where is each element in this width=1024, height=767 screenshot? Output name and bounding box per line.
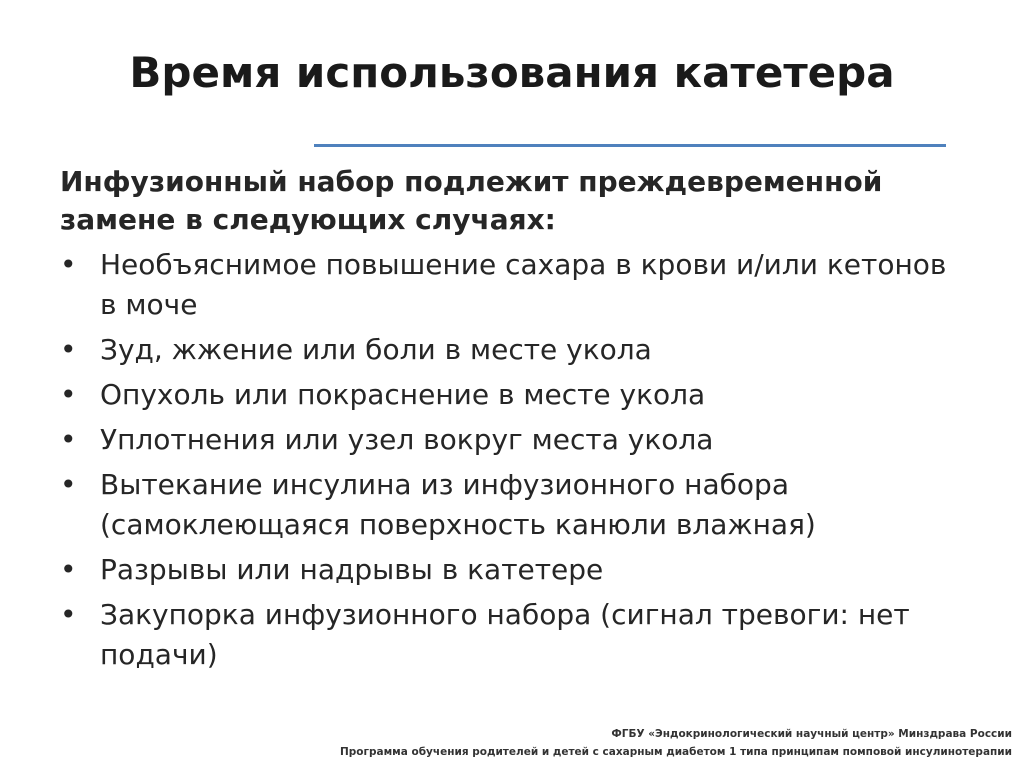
list-item: [60, 375, 960, 415]
list-item-text: Разрывы или надрывы в катетере: [100, 553, 604, 586]
bullet-list: [60, 245, 960, 675]
title-underline: [314, 144, 946, 147]
list-item: [60, 420, 960, 460]
list-item: [60, 595, 960, 675]
list-item-text: Зуд, жжение или боли в месте укола: [100, 333, 652, 366]
list-item: [60, 465, 960, 545]
list-item-text: Закупорка инфузионного набора (сигнал тревоги: нет подачи): [100, 598, 910, 671]
list-item: [60, 245, 960, 325]
slide-content: [60, 163, 960, 680]
bullet-icon: •: [60, 468, 77, 501]
bullet-icon: •: [60, 598, 77, 631]
slide-title: Время использования катетера: [129, 48, 895, 97]
slide-footer: [340, 725, 1012, 761]
footer-organization: ФГБУ «Эндокринологический научный центр» Минздрава России: [611, 728, 1012, 740]
bullet-icon: •: [60, 378, 77, 411]
intro-text: Инфузионный набор подлежит преждевременной замене в следующих случаях:: [60, 165, 883, 236]
bullet-icon: •: [60, 248, 77, 281]
bullet-icon: •: [60, 423, 77, 456]
list-item-text: Опухоль или покраснение в месте укола: [100, 378, 706, 411]
list-item-text: Уплотнения или узел вокруг места укола: [100, 423, 714, 456]
list-item: [60, 330, 960, 370]
list-item: [60, 550, 960, 590]
footer-program: Программа обучения родителей и детей с сахарным диабетом 1 типа принципам помповой инсулинотерапии: [340, 746, 1012, 758]
list-item-text: Вытекание инсулина из инфузионного набора (самоклеющаяся поверхность канюли влажная): [100, 468, 816, 541]
bullet-icon: •: [60, 553, 77, 586]
list-item-text: Необъяснимое повышение сахара в крови и/или кетонов в моче: [100, 248, 947, 321]
bullet-icon: •: [60, 333, 77, 366]
